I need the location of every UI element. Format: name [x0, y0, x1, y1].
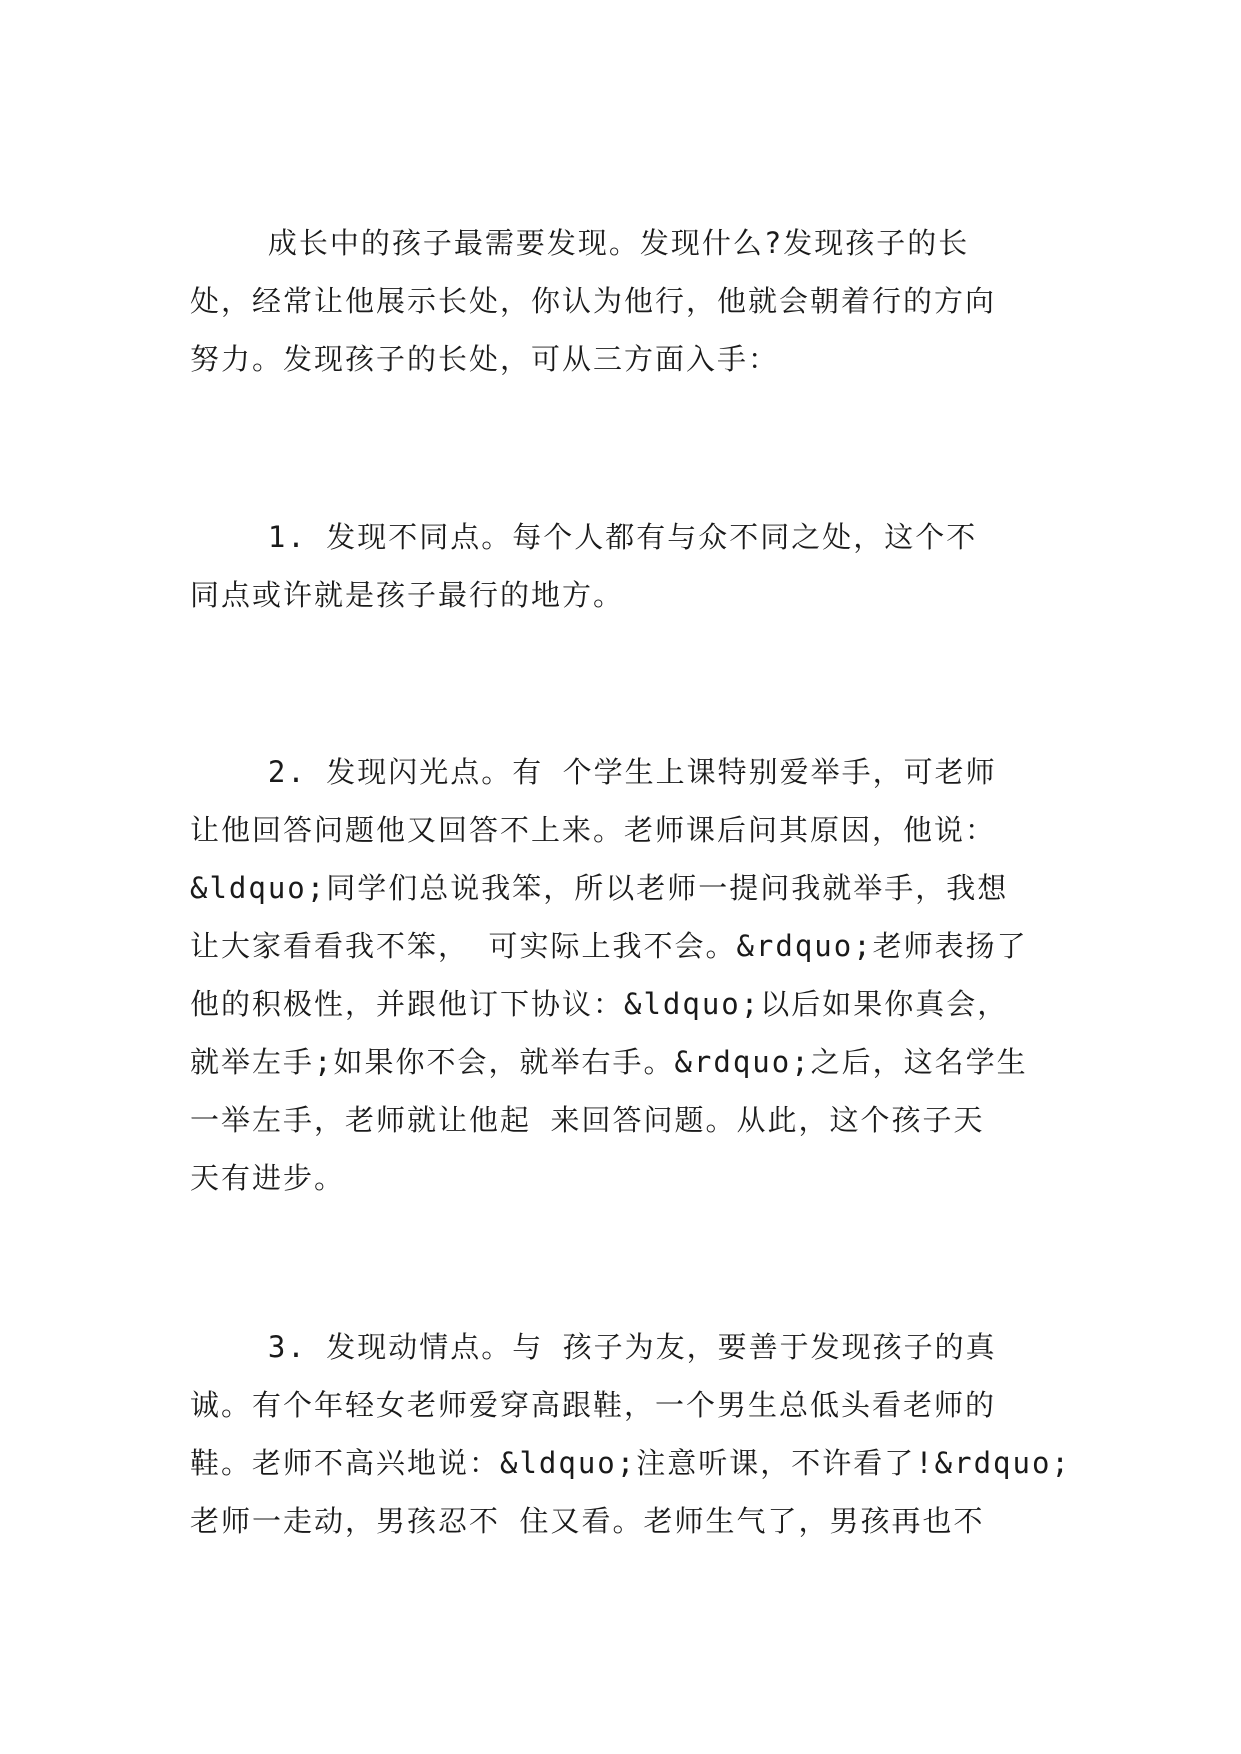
- text-line: 1. 发现不同点。每个人都有与众不同之处，这个不: [190, 520, 978, 554]
- text-line: 一举左手，老师就让他起 来回答问题。从此，这个孩子天: [190, 1103, 985, 1137]
- paragraph-point-2: [190, 743, 1060, 1207]
- text-line: 成长中的孩子最需要发现。发现什么?发现孩子的长: [190, 226, 970, 260]
- text-line: 2. 发现闪光点。有 个学生上课特别爱举手，可老师: [190, 755, 997, 789]
- text-line: 努力。发现孩子的长处，可从三方面入手：: [190, 342, 780, 376]
- text-line: 处，经常让他展示长处，你认为他行，他就会朝着行的方向: [190, 284, 997, 318]
- text-line: 让他回答问题他又回答不上来。老师课后问其原因，他说：: [190, 813, 997, 847]
- text-line: &ldquo;同学们总说我笨，所以老师一提问我就举手，我想: [190, 871, 1009, 905]
- text-line: 就举左手;如果你不会，就举右手。&rdquo;之后，这名学生: [190, 1045, 1028, 1079]
- text-line: 天有进步。: [190, 1161, 346, 1195]
- text-line: 3. 发现动情点。与 孩子为友，要善于发现孩子的真: [190, 1330, 997, 1364]
- paragraph-intro: [190, 214, 1060, 388]
- text-line: 让大家看看我不笨， 可实际上我不会。&rdquo;老师表扬了: [190, 929, 1028, 963]
- paragraph-point-1: [190, 508, 1060, 624]
- text-line: 诚。有个年轻女老师爱穿高跟鞋，一个男生总低头看老师的: [190, 1388, 997, 1422]
- paragraph-point-3: [190, 1318, 1071, 1550]
- text-line: 同点或许就是孩子最行的地方。: [190, 578, 625, 612]
- text-line: 老师一走动，男孩忍不 住又看。老师生气了，男孩再也不: [190, 1504, 985, 1538]
- text-line: 他的积极性，并跟他订下协议：&ldquo;以后如果你真会，: [190, 987, 1009, 1021]
- text-line: 鞋。老师不高兴地说：&ldquo;注意听课，不许看了!&rdquo;: [190, 1446, 1071, 1480]
